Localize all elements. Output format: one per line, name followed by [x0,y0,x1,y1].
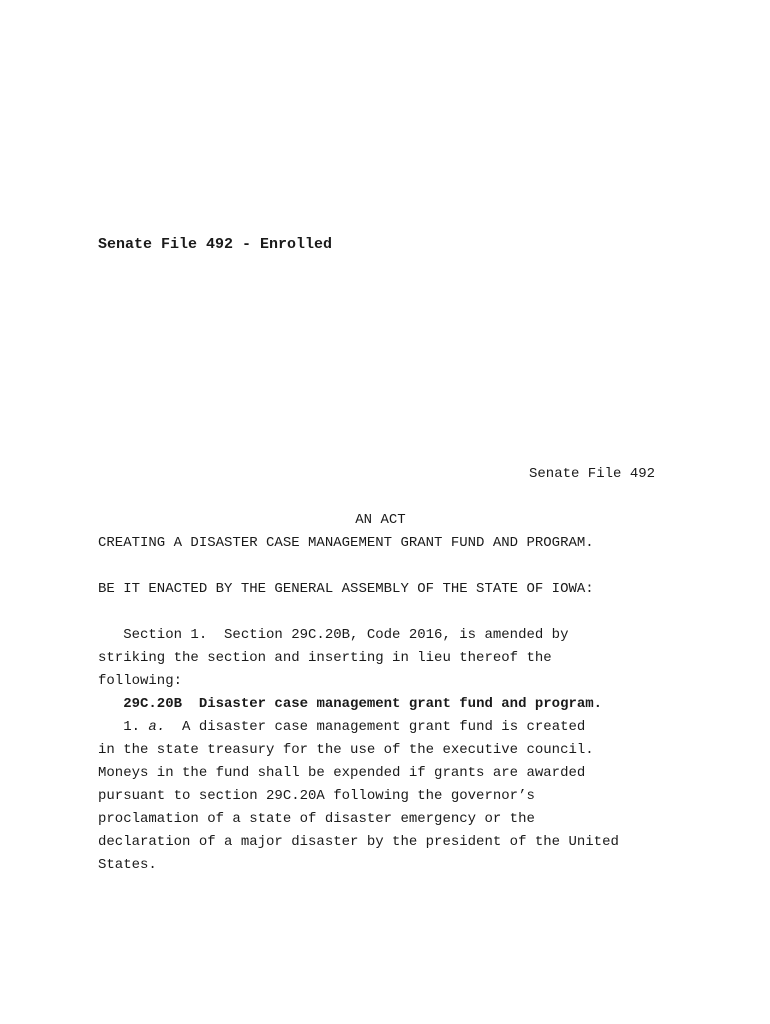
body-line: pursuant to section 29C.20A following the governor’s [98,788,535,804]
enacting-clause: BE IT ENACTED BY THE GENERAL ASSEMBLY OF THE STATE OF IOWA: [98,581,594,597]
act-heading: AN ACT [355,512,406,528]
section-heading-title: Disaster case management grant fund and program. [182,696,603,712]
body-line: proclamation of a state of disaster emergency or the [98,811,535,827]
act-subject: CREATING A DISASTER CASE MANAGEMENT GRANT FUND AND PROGRAM. [98,535,594,551]
body-line: States. [98,857,157,873]
section-line: Section 1. Section 29C.20B, Code 2016, is amended by [98,627,569,643]
body-line: Moneys in the fund shall be expended if grants are awarded [98,765,586,781]
section-line: following: [98,673,183,689]
subsection-text: A disaster case management grant fund is created [165,719,586,735]
section-heading [98,696,602,712]
section-heading-number: 29C.20B [98,696,183,712]
body-line: declaration of a major disaster by the president of the United [98,834,619,850]
subsection-letter: a. [148,719,166,735]
document-title: Senate File 492 - Enrolled [98,236,333,253]
subsection-number: 1. [98,719,141,735]
file-reference: Senate File 492 [529,466,656,482]
subsection-line [98,719,585,735]
section-line: striking the section and inserting in lieu thereof the [98,650,552,666]
body-line: in the state treasury for the use of the executive council. [98,742,594,758]
